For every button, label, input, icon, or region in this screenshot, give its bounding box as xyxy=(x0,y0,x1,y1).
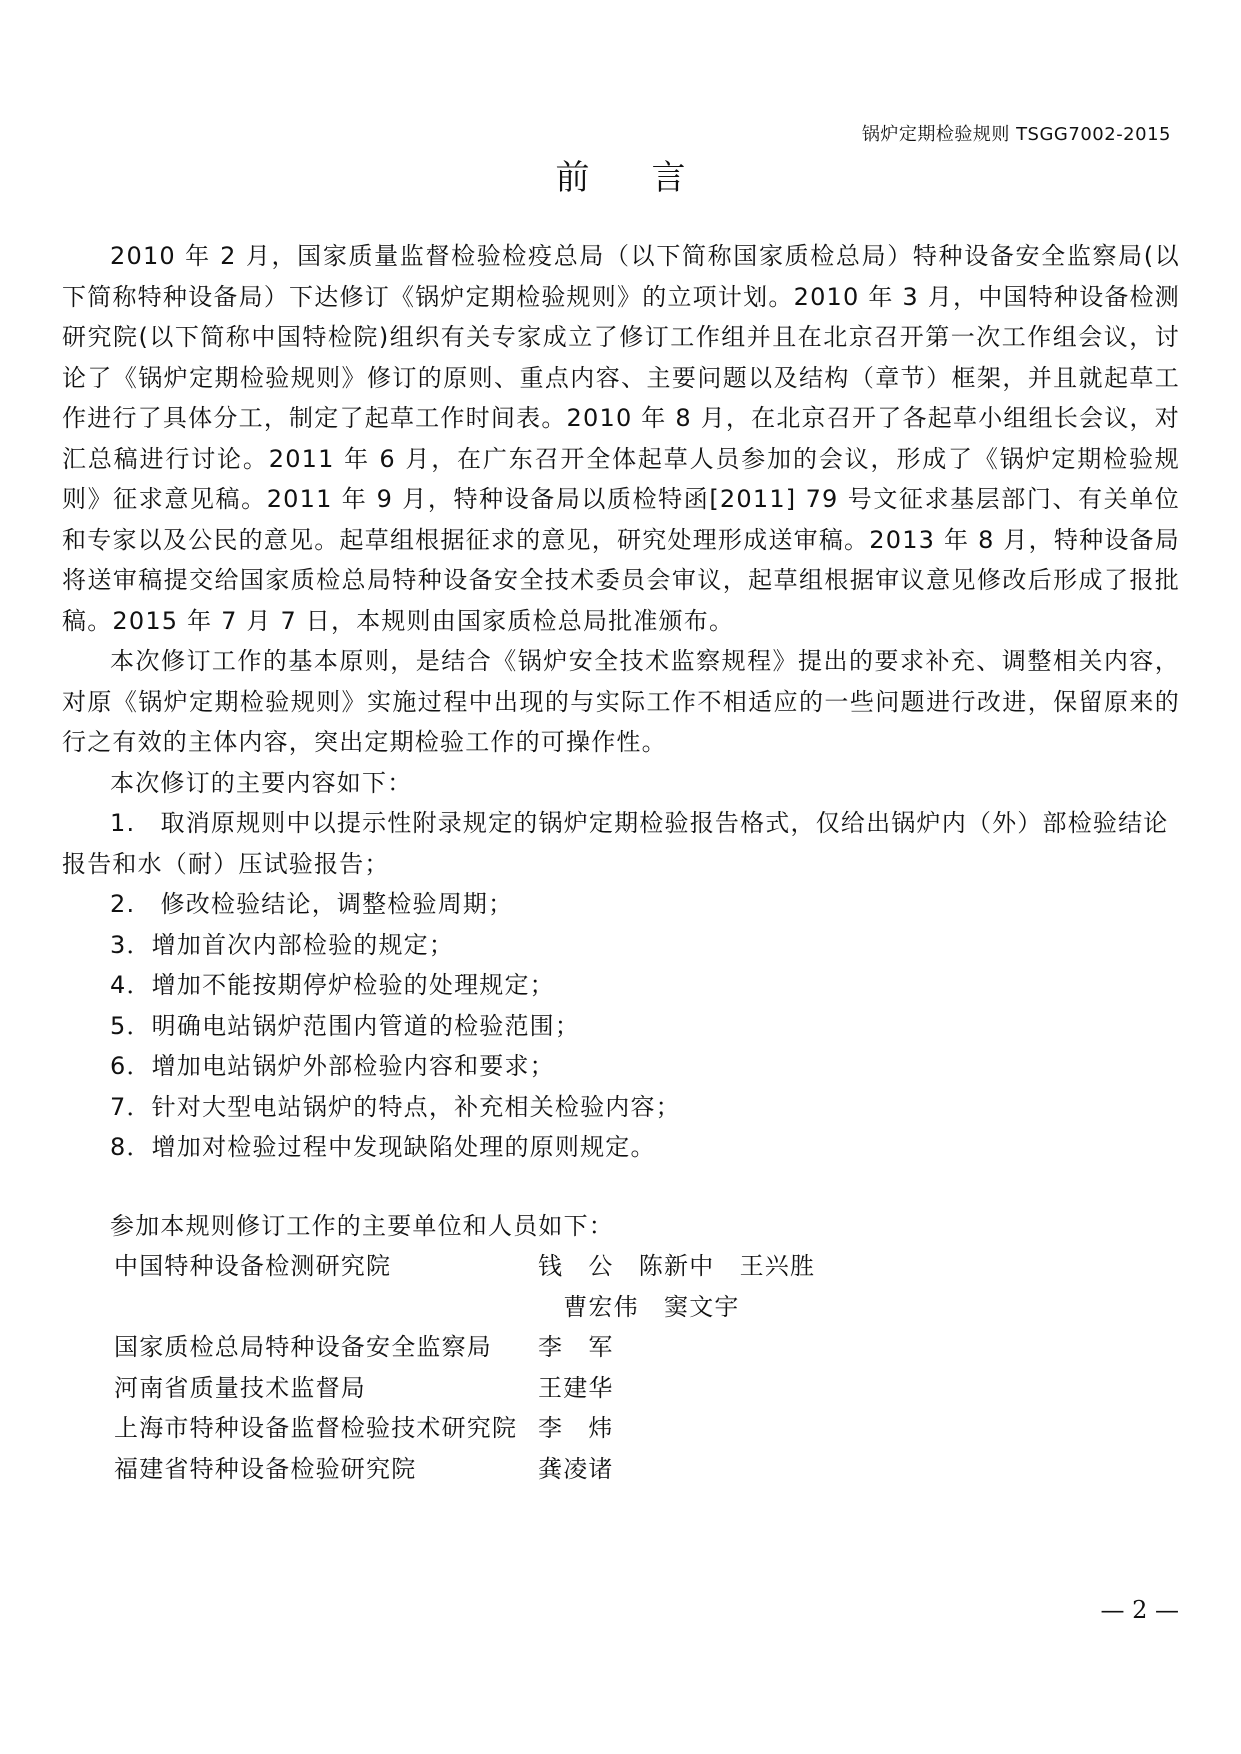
member-people: 钱 公 陈新中 王兴胜 xyxy=(538,1252,816,1280)
member-people: 龚凌诸 xyxy=(538,1454,614,1483)
list-item: 1. 取消原规则中以提示性附录规定的锅炉定期检验报告格式，仅给出锅炉内（外）部检验结论报告和水（耐）压试验报告； xyxy=(62,809,1169,878)
member-row xyxy=(62,1246,1180,1287)
member-row xyxy=(62,1327,1180,1368)
list-item: 6．增加电站锅炉外部检验内容和要求； xyxy=(110,1052,555,1080)
member-org: 上海市特种设备监督检验技术研究院 xyxy=(114,1414,518,1442)
member-org: 福建省特种设备检验研究院 xyxy=(114,1454,417,1483)
paragraph: 本次修订的主要内容如下： xyxy=(110,768,413,797)
page-title: 前言 xyxy=(555,158,748,198)
list-item: 2. 修改检验结论，调整检验周期； xyxy=(110,890,514,918)
member-people: 李 炜 xyxy=(538,1414,614,1442)
member-people: 王建华 xyxy=(538,1373,614,1402)
list-item: 4．增加不能按期停炉检验的处理规定； xyxy=(110,971,555,999)
list-item: 7．针对大型电站锅炉的特点，补充相关检验内容； xyxy=(110,1092,681,1121)
running-header: 锅炉定期检验规则 TSGG7002-2015 xyxy=(861,124,1171,145)
page-number: — 2 — xyxy=(1100,1596,1179,1624)
members-intro: 参加本规则修订工作的主要单位和人员如下： xyxy=(110,1211,614,1240)
member-row xyxy=(62,1368,1180,1409)
member-people: 李 军 xyxy=(538,1333,614,1361)
paragraph: 2010 年 2 月，国家质量监督检验检疫总局（以下简称国家质检总局）特种设备安全监察局(以下简称特种设备局）下达修订《锅炉定期检验规则》的立项计划。2010 年 3 月，中国特种设备检测研究院(以下简称中国特检院)组织有关专家成立了修订工作组并且在北京召开第一次工作组会议，讨论了《锅炉定期检验规则》修订的原则、重点内容、主要问题以及结构（章节）框架，并且就起草工作进行了具体分工，制定了起草工作时间表。2010 年 8 月，在北京召开了各起草小组组长会议，对汇总稿进行讨论。2011 年 6 月，在广东召开全体起草人员参加的会议，形成了《锅炉定期检验规则》征求意见稿。2011 年 9 月，特种设备局以质检特函[2011] 79 号文征求基层部门、有关单位和专家以及公民的意见。起草组根据征求的意见，研究处理形成送审稿。2013 年 8 月，特种设备局将送审稿提交给国家质检总局特种设备安全技术委员会审议，起草组根据审议意见修改后形成了报批稿。2015 年 7 月 7 日，本规则由国家质检总局批准颁布。 xyxy=(62,242,1180,635)
member-org: 中国特种设备检测研究院 xyxy=(114,1252,392,1280)
spacer xyxy=(62,1168,1180,1206)
member-row xyxy=(62,1449,1180,1490)
list-item: 8．增加对检验过程中发现缺陷处理的原则规定。 xyxy=(110,1133,656,1161)
document-body xyxy=(62,236,1180,1489)
member-row xyxy=(62,1287,1180,1328)
member-row xyxy=(62,1408,1180,1449)
member-people: 曹宏伟 窦文宇 xyxy=(538,1292,740,1321)
paragraph: 本次修订工作的基本原则，是结合《锅炉安全技术监察规程》提出的要求补充、调整相关内容，对原《锅炉定期检验规则》实施过程中出现的与实际工作不相适应的一些问题进行改进，保留原来的行之有效的主体内容，突出定期检验工作的可操作性。 xyxy=(62,647,1180,756)
member-org xyxy=(62,1287,538,1328)
member-org: 河南省质量技术监督局 xyxy=(114,1373,366,1402)
list-item: 3．增加首次内部检验的规定； xyxy=(110,930,455,959)
member-org: 国家质检总局特种设备安全监察局 xyxy=(114,1333,492,1361)
list-item: 5．明确电站锅炉范围内管道的检验范围； xyxy=(110,1011,581,1040)
